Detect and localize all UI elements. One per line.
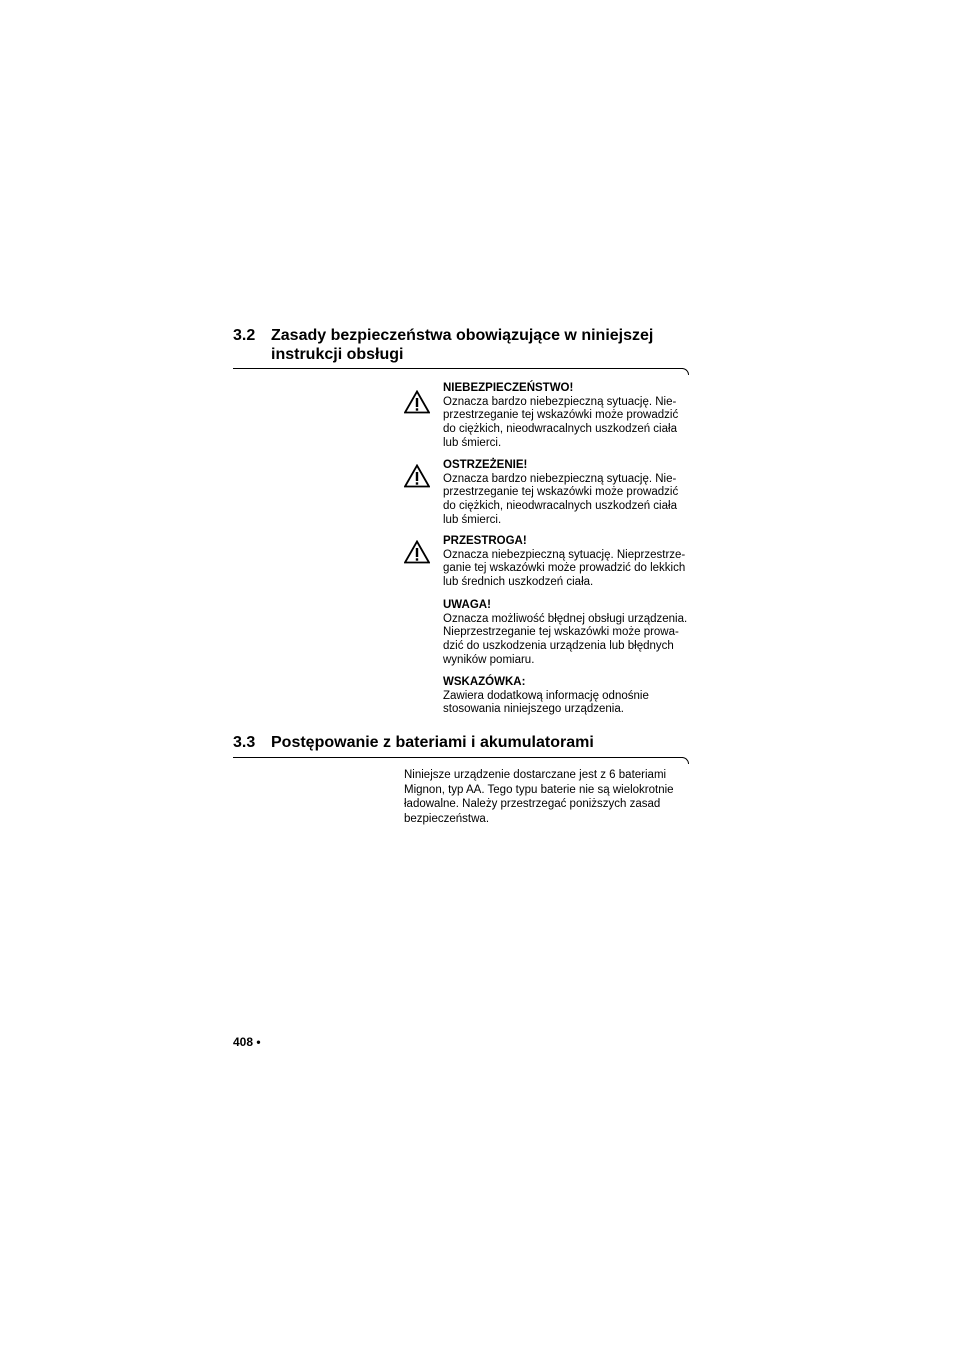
notice-label: NIEBEZPIECZEŃSTWO! — [443, 382, 574, 394]
section-number: 3.3 — [233, 734, 256, 751]
notice-text: Oznacza możliwość błędnej obsługi urządzenia. — [443, 612, 688, 625]
battery-paragraph — [404, 768, 674, 826]
paragraph-line: bezpieczeństwa. — [404, 812, 490, 825]
notice-text: przestrzeganie tej wskazówki może prowadzić — [443, 409, 679, 422]
notice-text: dzić do uszkodzenia urządzenia lub błędnych — [443, 640, 674, 653]
section-rule — [233, 757, 683, 758]
warning-triangle-icon — [404, 540, 430, 564]
notice-caution — [443, 535, 693, 590]
notice-text: Nieprzestrzeganie tej wskazówki może prowa- — [443, 626, 679, 639]
notice-hint — [443, 676, 693, 717]
notice-text: Oznacza niebezpieczną sytuację. Nieprzestrze- — [443, 548, 686, 561]
section-title-line-1: Zasady bezpieczeństwa obowiązujące w niniejszej — [271, 327, 654, 344]
warning-triangle-icon — [404, 390, 430, 414]
notice-text: Oznacza bardzo niebezpieczną sytuację. Nie- — [443, 395, 677, 408]
notice-label: UWAGA! — [443, 599, 491, 611]
warning-triangle-icon — [404, 464, 430, 488]
notice-text: wyników pomiaru. — [443, 653, 535, 666]
notice-danger — [443, 382, 693, 451]
notice-text: lub śmierci. — [443, 513, 502, 526]
notice-attention — [443, 599, 693, 668]
notice-text: Zawiera dodatkową informację odnośnie — [443, 689, 649, 702]
notice-text: ganie tej wskazówki może prowadzić do lekkich — [443, 562, 686, 575]
notice-label: WSKAZÓWKA: — [443, 676, 526, 688]
section-rule-hook — [681, 368, 689, 375]
notice-text: do ciężkich, nieodwracalnych uszkodzeń ciała — [443, 500, 677, 513]
notice-text: lub śmierci. — [443, 436, 502, 449]
notice-text: do ciężkich, nieodwracalnych uszkodzeń ciała — [443, 423, 677, 436]
notice-text: stosowania niniejszego urządzenia. — [443, 703, 624, 716]
section-number: 3.2 — [233, 327, 256, 344]
notice-text: przestrzeganie tej wskazówki może prowadzić — [443, 486, 679, 499]
notice-label: OSTRZEŻENIE! — [443, 459, 528, 471]
notice-warning — [443, 459, 693, 528]
paragraph-line: ładowalne. Należy przestrzegać poniższych zasad — [404, 798, 661, 810]
section-rule-hook — [681, 757, 689, 764]
section-title-line-1: Postępowanie z bateriami i akumulatorami — [271, 734, 594, 751]
section-rule — [233, 368, 683, 369]
paragraph-line: Mignon, typ AA. Tego typu baterie nie są wielokrotnie — [404, 783, 674, 796]
notice-text: Oznacza bardzo niebezpieczną sytuację. Nie- — [443, 472, 677, 485]
notice-label: PRZESTROGA! — [443, 535, 527, 547]
notice-text: lub średnich uszkodzeń ciała. — [443, 576, 594, 589]
page-number: 408 • — [233, 1035, 261, 1049]
paragraph-line: Niniejsze urządzenie dostarczane jest z 6 bateriami — [404, 769, 667, 781]
section-title-line-2: instrukcji obsługi — [271, 346, 404, 363]
